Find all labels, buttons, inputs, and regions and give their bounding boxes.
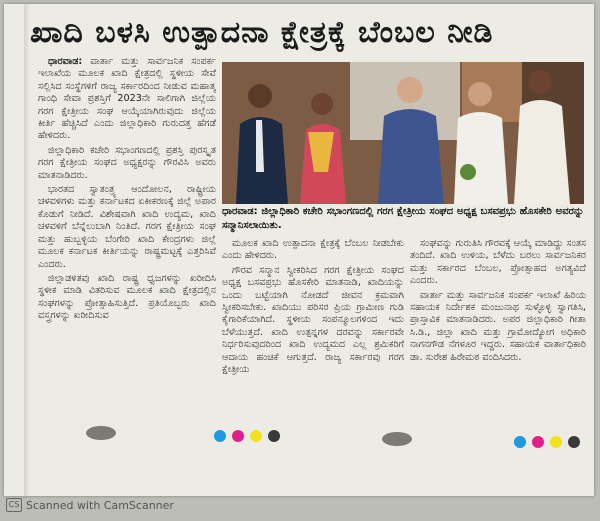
news-photo [222,62,584,204]
color-dot [532,436,544,448]
article-column-3 [410,238,586,418]
paragraph-text: ವಾರ್ತಾ ಮತ್ತು ಸಾರ್ವಜನಿಕ ಸಂಪರ್ಕ ಇಲಾಖೆಯ ಮೂಲಕ ಖಾದಿ ಕ್ಷೇತ್ರದಲ್ಲಿ ಸ್ಥಳೀಯ ಸೇವೆ ಸಲ್ಲಿಸಿದ ಸಂಸ್ಥೆಗಳಿಗೆ ರಾಜ್ಯ ಸರ್ಕಾರದಿಂದ ನೀಡುವ ಮಹಾತ್ಮ ಗಾಂಧಿ ಸೇವಾ ಪ್ರಶಸ್ತಿಗೆ 2023ನೇ ಸಾಲಿಗಾಗಿ ಜಿಲ್ಲೆಯ ಗರಗ ಕ್ಷೇತ್ರೀಯ ಸಂಘ ಆಯ್ಕೆಯಾಗಿರುವುದು ಜಿಲ್ಲೆಯ ಕೀರ್ತಿ ಹೆಚ್ಚಿಸಿದೆ ಎಂದು ಜಿಲ್ಲಾಧಿಕಾರಿ ಗುರುದತ್ತ ಹೆಗಡೆ ಹೇಳಿದರು. [38,56,216,142]
page-fold-shadow [24,4,30,496]
paragraph: ಜಿಲ್ಲಾಧಿಕಾರಿ ಕಚೇರಿ ಸಭಾಂಗಣದಲ್ಲಿ ಪ್ರಶಸ್ತಿ ಪುರಸ್ಕೃತ ಗರಗ ಕ್ಷೇತ್ರೀಯ ಸಂಘದ ಅಧ್ಯಕ್ಷರನ್ನು ಗೌರವಿಸಿ ಅವರು ಮಾತನಾಡಿದರು. [38,144,216,181]
article-column-2 [222,238,404,418]
scanner-watermark [6,498,174,512]
article-column-1 [38,56,216,412]
ink-smudge [382,432,412,446]
registration-marks [514,436,580,448]
color-dot [550,436,562,448]
paragraph: ಜಿಲ್ಲಾಡಳಿತವು ಖಾದಿ ರಾಷ್ಟ್ರ ಧ್ವಜಗಳನ್ನು ಖರೀದಿಸಿ ಸ್ಥಳೀಕ ಮಾಡಿ ವಿತರಿಸುವ ಮೂಲಕ ಖಾದಿ ಕ್ಷೇತ್ರದಲ್ಲಿನ ಸಂಘಗಳನ್ನು ಪ್ರೋತ್ಸಾಹಿಸುತ್ತಿದೆ. ಪ್ರತಿಯೊಬ್ಬರು ಖಾದಿ ವಸ್ತ್ರಗಳನ್ನು ಖರೀದಿಸುವ [38,272,216,322]
paragraph: ಮೂಲಕ ಖಾದಿ ಉತ್ಪಾದನಾ ಕ್ಷೇತ್ರಕ್ಕೆ ಬೆಂಬಲ ನೀಡಬೇಕು ಎಂದು ಹೇಳಿದರು. [222,238,404,262]
color-dot [568,436,580,448]
camscanner-logo: CS [6,498,22,512]
color-dot [232,430,244,442]
watermark-text: Scanned with CamScanner [26,498,174,512]
paragraph [38,56,216,143]
paragraph: ವಾರ್ತಾ ಮತ್ತು ಸಾರ್ವಜನಿಕ ಸಂಪರ್ಕ ಇಲಾಖೆ ಹಿರಿಯ ಸಹಾಯಕ ನಿರ್ದೇಶಕ ಮಂಜುನಾಥ ಸುಳ್ಳೊಳ್ಳಿ ಸ್ವಾಗತಿಸಿ, ಪ್ರಾಸ್ತಾವಿಕ ಮಾತನಾಡಿದರು. ಅಪರ ಜಿಲ್ಲಾಧಿಕಾರಿ ಗೀತಾ ಸಿ.ಡಿ., ಜಿಲ್ಲಾ ಖಾದಿ ಮತ್ತು ಗ್ರಾಮೋದ್ಯೋಗ ಅಧಿಕಾರಿ ನಾಗನಗೌಡ ನೆಗಳೂರ ಇದ್ದರು. ಸಹಾಯಕ ವಾರ್ತಾಧಿಕಾರಿ ಡಾ. ಸುರೇಶ ಹಿರೇಮಠ ವಂದಿಸಿದರು. [410,289,586,363]
color-dot [514,436,526,448]
registration-marks [214,430,280,442]
photo-caption: ಧಾರವಾಡ: ಜಿಲ್ಲಾಧಿಕಾರಿ ಕಚೇರಿ ಸಭಾಂಗಣದಲ್ಲಿ ಗರಗ ಕ್ಷೇತ್ರೀಯ ಸಂಘದ ಅಧ್ಯಕ್ಷ ಬಸವಪ್ರಭು ಹೊಸಕೇರಿ ಅವರನ್ನು ಸನ್ಮಾನಿಸಲಾಯಿತು. [222,206,584,231]
photo-illustration [222,62,584,204]
paragraph: ಗೌರವ ಸನ್ಮಾನ ಸ್ವೀಕರಿಸಿದ ಗರಗ ಕ್ಷೇತ್ರೀಯ ಸಂಘದ ಅಧ್ಯಕ್ಷ ಬಸವಪ್ರಭು ಹೊಸಕೇರಿ ಮಾತನಾಡಿ, ಖಾದಿಯನ್ನು ಒಂದು ಬಟ್ಟೆಯಾಗಿ ನೋಡದೆ ಜೀವನ ಕ್ರಮವಾಗಿ ಸ್ವೀಕರಿಸಬೇಕು. ಖಾದಿಯು ಪರಿಸರ ಪ್ರಿಯ ಗ್ರಾಮೀಣ ಗುಡಿ ಕೈಗಾರಿಕೆಯಾಗಿದೆ. ಸ್ಥಳೀಯ ಸಂಪನ್ಮೂಲಗಳಿಂದ ಇದು ಬೆಳೆಯುತ್ತದೆ. ಖಾದಿ ಉತ್ಪನ್ನಗಳ ದರವನ್ನು ಸರ್ಕಾರವೇ ನಿರ್ಧರಿಸುವುದರಿಂದ ಖಾದಿ ಉದ್ಯಮದ ಎಲ್ಲ ಶ್ರಮಿಕರಿಗೆ ಆದಾಯ ಹಂಚಿಕೆ ಆಗುತ್ತದೆ. ರಾಜ್ಯ ಸರ್ಕಾರವು ಗರಗ ಕ್ಷೇತ್ರೀಯ [222,264,404,376]
ink-smudge [86,426,116,440]
paragraph: ಸಂಘವನ್ನು ಗುರುತಿಸಿ ಗೌರವಕ್ಕೆ ಆಯ್ಕೆ ಮಾಡಿದ್ದು ಸಂತಸ ತಂದಿದೆ. ಖಾದಿ ಉಳಿಯ, ಬೆಳೆದು ಬರಲು ಸಾರ್ವಜನಿಕರ ಮತ್ತು ಸರ್ಕಾರದ ಬೆಂಬಲ, ಪ್ರೋತ್ಸಾಹದ ಅಗತ್ಯವಿದೆ ಎಂದರು. [410,238,586,287]
paragraph: ಭಾರತದ ಸ್ವಾತಂತ್ರ್ಯ ಆಂದೋಲನ, ರಾಷ್ಟ್ರೀಯ ಚಳವಳಿಗಳು ಮತ್ತು ಕರ್ನಾಟಕದ ಏಕೀಕರಣಕ್ಕೆ ಜಿಲ್ಲೆ ಅಪಾರ ಕೊಡುಗೆ ನೀಡಿದೆ. ವಿಶೇಷವಾಗಿ ಖಾದಿ ಉದ್ಯಮ, ಖಾದಿ ಚಳವಳಿಗೆ ಬೆನ್ನೆಲುಬಾಗಿ ನಿಂತಿದೆ. ಗರಗ ಕ್ಷೇತ್ರೀಯ ಸಂಘ ಮತ್ತು ಹುಬ್ಬಳ್ಳಿಯ ಬೆಂಗೇರಿ ಖಾದಿ ಕೇಂದ್ರಗಳು ಜಿಲ್ಲೆ ಮೂಲಕ ಕರ್ನಾಟಕ ಕೀರ್ತಿಯನ್ನು ರಾಷ್ಟ್ರಮಟ್ಟಕ್ಕೆ ಎತ್ತರಿಸಿವೆ ಎಂದರು. [38,184,216,270]
headline: ಖಾದಿ ಬಳಸಿ ಉತ್ಪಾದನಾ ಕ್ಷೇತ್ರಕ್ಕೆ ಬೆಂಬಲ ನೀಡಿ [30,15,494,50]
dateline: ಧಾರವಾಡ: [48,56,83,67]
color-dot [268,430,280,442]
color-dot [250,430,262,442]
color-dot [214,430,226,442]
